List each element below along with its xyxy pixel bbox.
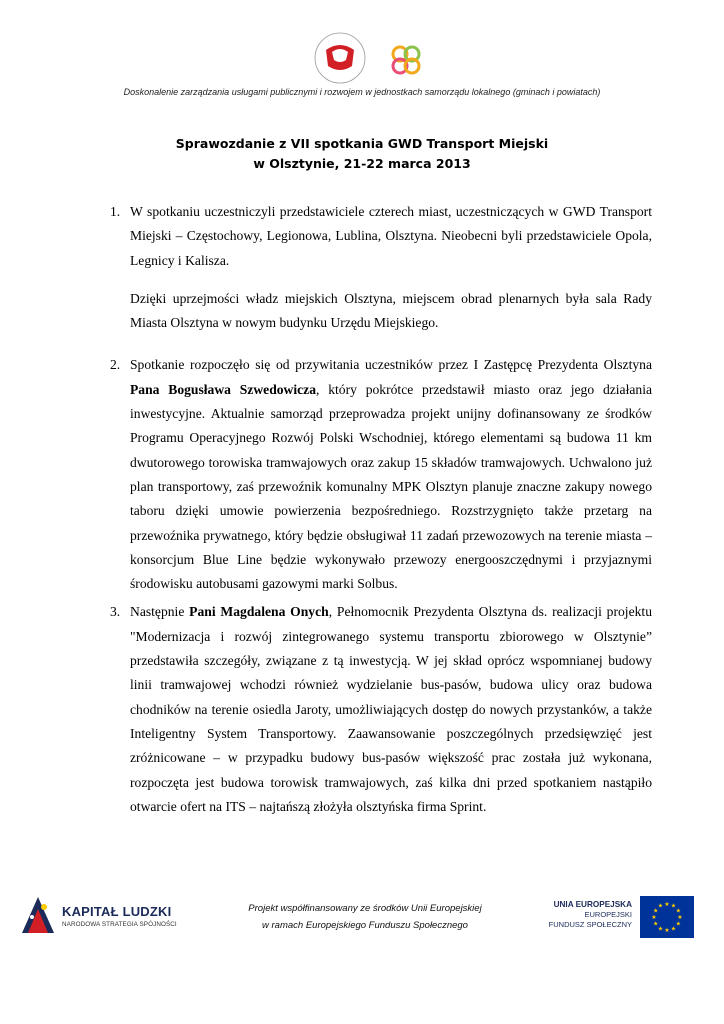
kl-emblem-icon [18, 893, 58, 937]
eu-star-icon: ★ [653, 908, 659, 915]
eu-title: UNIA EUROPEJSKA [553, 900, 632, 909]
funding-line-2: w ramach Europejskiego Funduszu Społecznego [262, 920, 468, 931]
item-number: 2. [110, 357, 121, 373]
partner-logos [282, 22, 452, 88]
paragraph [130, 353, 652, 596]
eu-star-icon: ★ [653, 921, 659, 928]
text-run: , który pokrótce przedstawił miasto oraz jego działania inwestycyjne. Aktualnie samorząd przeprowadza projekt unijny dofinansowany ze środków Programu Operacyjnego Rozwój Polski Wschodniej, którego elementami są budowa 11 km dwutorowego torowiska tramwajowych oraz zakup 15 składów tramwajowych. Uchwalono już plan transportowy, zaś przewoźnik komunalny MPK Olsztyn planuje znaczne zakupy nowego taboru dzięki umowie powierzenia bezpośredniego. Rozstrzygnięto także przetarg na przewoźnika prywatnego, który będzie obsługiwał 11 zadań przewozowych na terenie miasta – konsorcjum Blue Line będzie wykonywało przewozy energooszczędnymi i przyjaznymi środowisku autobusami gazowymi marki Solbus. [130, 381, 652, 592]
funding-line-1: Projekt współfinansowany ze środków Unii Europejskiej [248, 903, 482, 914]
person-name: Pani Magdalena Onych [189, 604, 329, 620]
header-tagline: Doskonalenie zarządzania usługami publicznymi i rozwojem w jednostkach samorządu lokalnego (gminach i powiatach) [123, 87, 601, 97]
title-line-1: Sprawozdanie z VII spotkania GWD Transport Miejski [175, 136, 549, 151]
kapital-ludzki-logo [18, 893, 198, 943]
item-number: 1. [110, 204, 121, 219]
eu-star-icon: ★ [675, 908, 681, 915]
item-content [130, 200, 652, 335]
text-run: Spotkanie rozpoczęło się od przywitania uczestników przez I Zastępcę Prezydenta Olsztyna [130, 357, 652, 373]
eu-star-icon: ★ [675, 921, 681, 928]
eu-star-icon: ★ [670, 926, 677, 933]
item-content [130, 600, 652, 819]
eu-star-icon: ★ [664, 902, 670, 908]
samorzad-logo [315, 33, 365, 83]
text-run: , Pełnomocnik Prezydenta Olsztyna ds. realizacji projektu "Modernizacja i rozwój zintegrowanego systemu transportu zbiorowego w Olsztynie” przedstawiła szczegóły, związane z tą inwestycją. W jej skład oprócz wspomnianej budowy linii tramwajowej wchodzi również wydzielanie bus-pasów, budowa ulicy oraz budowa chodników na terenie osiedla Jaroty, umożliwiających dostęp do nowych przystanków, a także Inteligentny System Transportowy. Zaawansowanie poszczególnych przedsięwzięć jest zróżnicowane – w przypadku budowy bus-pasów większość prac została już wykonana, rozpoczęta jest budowa torowisk tramwajowych, zaś kilka dni przed spotkaniem nastąpiło otwarcie ofert na ITS – najtańszą złożyła olsztyńska firma Sprint. [130, 604, 652, 814]
document-title [0, 134, 724, 174]
eu-star-icon: ★ [677, 915, 683, 921]
person-name: Pana Bogusława Szwedowicza [130, 381, 317, 397]
text-run: Następnie [130, 604, 190, 620]
paragraph [130, 600, 652, 819]
document-body [110, 200, 652, 819]
eu-text [535, 900, 632, 930]
title-line-2: w Olsztynie, 21-22 marca 2013 [253, 156, 471, 171]
kl-subtitle: NARODOWA STRATEGIA SPÓJNOŚCI [62, 921, 177, 928]
kl-title: KAPITAŁ LUDZKI [62, 904, 172, 919]
paragraph: W spotkaniu uczestniczyli przedstawiciele czterech miast, uczestniczących w GWD Transport Miejski – Częstochowy, Legionowa, Lublina, Olsztyna. Nieobecni byli przedstawiciele Opola, Legnicy i Kalisza. [130, 204, 652, 268]
eu-star-icon: ★ [651, 915, 657, 921]
paragraph: Dzięki uprzejmości władz miejskich Olsztyna, miejscem obrad plenarnych była sala Rady Miasta Olsztyna w nowym budynku Urzędu Miejskiego. [130, 290, 652, 331]
item-number: 3. [110, 604, 121, 620]
eu-line-3: FUNDUSZ SPOŁECZNY [548, 920, 632, 929]
zmp-logo [393, 47, 419, 73]
funding-note [215, 900, 515, 934]
list-item [110, 353, 652, 596]
list-item [110, 600, 652, 819]
item-content [130, 353, 652, 596]
eu-star-icon: ★ [670, 903, 677, 910]
eu-flag-graphic [640, 896, 694, 938]
eu-line-2: EUROPEJSKI [584, 910, 632, 919]
eu-flag-icon [640, 896, 694, 938]
eu-star-icon: ★ [664, 928, 670, 934]
eu-star-icon: ★ [657, 903, 664, 910]
header-logos [282, 22, 452, 88]
eu-star-icon: ★ [657, 926, 664, 933]
list-item [110, 200, 652, 335]
